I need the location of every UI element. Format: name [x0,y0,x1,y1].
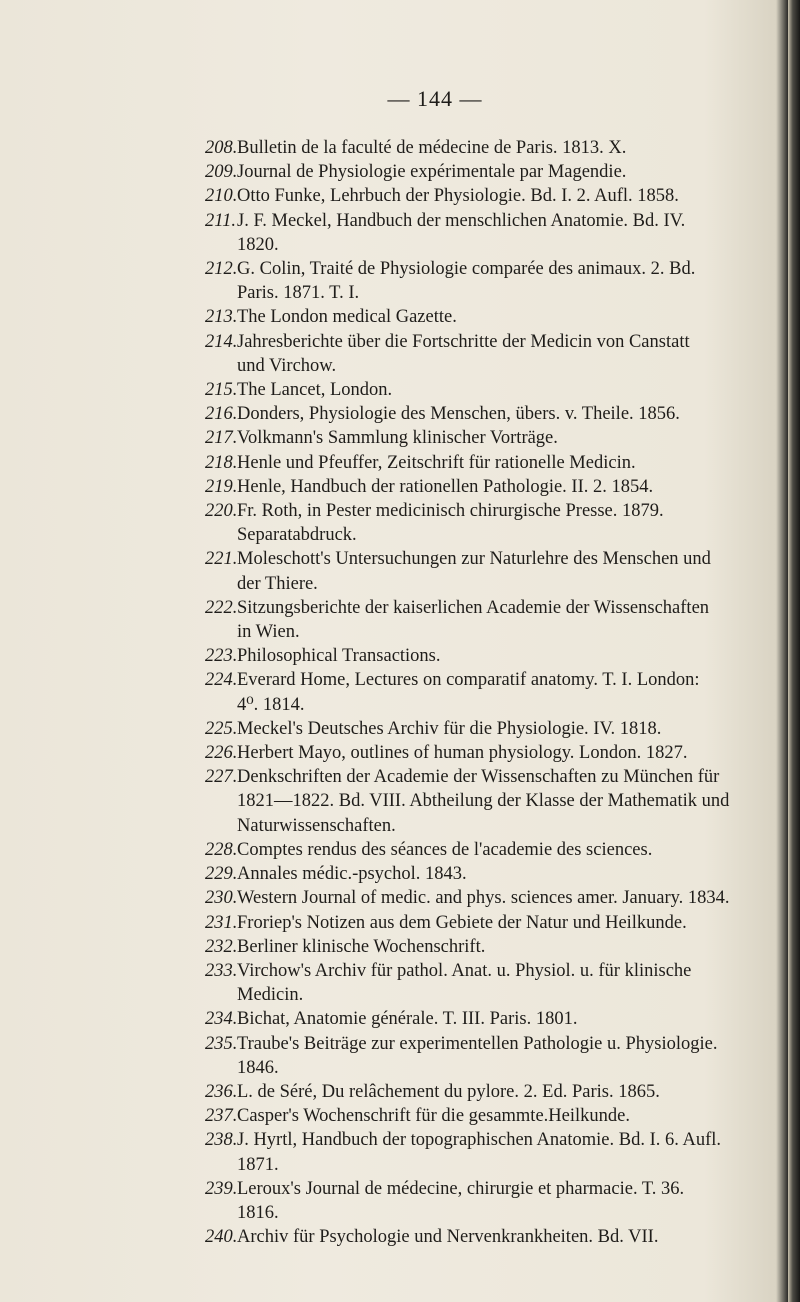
entry-number: 221. [205,549,238,570]
entry-text-line: Journal de Physiologie expérimentale par Magendie. [237,162,627,183]
bibliography-entry [205,1104,775,1128]
entry-text-line: Annales médic.-psychol. 1843. [237,864,467,885]
entry-number: 227. [205,767,238,788]
entry-text-line: Philosophical Transactions. [237,646,441,667]
bibliography-entry [205,184,775,208]
entry-text-line: 1820. [237,234,279,255]
bibliography-entry [205,644,775,668]
entry-text-line: Moleschott's Untersuchungen zur Naturlehre des Menschen und [237,549,711,570]
entry-text-line: Archiv für Psychologie und Nervenkrankheiten. Bd. VII. [237,1227,659,1248]
entry-text-line: 1846. [237,1057,279,1078]
entry-number: 215. [205,380,238,401]
bibliography-list [205,136,775,1249]
entry-text-line: Bulletin de la faculté de médecine de Paris. 1813. X. [237,138,627,158]
bibliography-entry [205,451,775,475]
bibliography-entry [205,1177,775,1225]
bibliography-entry [205,596,775,644]
entry-text-line: Berliner klinische Wochenschrift. [237,936,486,957]
bibliography-entry [205,1128,775,1176]
entry-text-line: Denkschriften der Academie der Wissenschaften zu München für [237,767,720,788]
entry-text-line: Separatabdruck. [237,525,357,546]
bibliography-entry [205,935,775,959]
entry-text-line: Otto Funke, Lehrbuch der Physiologie. Bd. I. 2. Aufl. 1858. [237,186,679,207]
entry-number: 211. [205,210,237,231]
bibliography-entry [205,911,775,935]
bibliography-entry [205,886,775,910]
entry-text-line: 1816. [237,1202,279,1223]
entry-text-line: 1821—1822. Bd. VIII. Abtheilung der Klasse der Mathematik und [237,791,730,812]
entry-text-line: The London medical Gazette. [237,307,457,328]
entry-number: 236. [205,1081,238,1102]
bibliography-entry [205,1080,775,1104]
bibliography-entry [205,209,775,257]
bibliography-entry [205,741,775,765]
entry-number: 237. [205,1106,238,1127]
page-number: — 144 — [387,86,483,111]
bibliography-entry [205,257,775,305]
entry-number: 220. [205,501,238,522]
entry-text-line: und Virchow. [237,355,337,376]
entry-number: 224. [205,670,238,691]
bibliography-entry [205,378,775,402]
entry-number: 214. [205,331,238,352]
entry-number: 212. [205,259,238,280]
entry-number: 208. [205,138,238,158]
bibliography-entry [205,499,775,547]
entry-text-line: Meckel's Deutsches Archiv für die Physiologie. IV. 1818. [237,718,662,739]
bibliography-entry [205,426,775,450]
entry-text-line: Bichat, Anatomie générale. T. III. Paris. 1801. [237,1009,578,1030]
entry-text-line: Naturwissenschaften. [237,815,396,836]
entry-text-line: Comptes rendus des séances de l'academie des sciences. [237,839,653,860]
entry-text-line: Fr. Roth, in Pester medicinisch chirurgische Presse. 1879. [237,501,664,522]
entry-number: 223. [205,646,238,667]
entry-text-line: Volkmann's Sammlung klinischer Vorträge. [237,428,558,449]
bibliography-entry [205,1032,775,1080]
entry-text-line: Donders, Physiologie des Menschen, übers. v. Theile. 1856. [237,404,680,425]
entry-text-line: J. F. Meckel, Handbuch der menschlichen Anatomie. Bd. IV. [237,210,686,231]
entry-number: 229. [205,864,238,885]
entry-text-line: Virchow's Archiv für pathol. Anat. u. Physiol. u. für klinische [237,960,692,981]
bibliography-entry [205,160,775,184]
entry-text-line: Herbert Mayo, outlines of human physiology. London. 1827. [237,743,688,764]
entry-text-line: 4⁰. 1814. [237,694,305,715]
bibliography-entry [205,838,775,862]
bibliography-entry [205,547,775,595]
bibliography-entry [205,765,775,838]
entry-text-line: Henle und Pfeuffer, Zeitschrift für rationelle Medicin. [237,452,636,473]
entry-text-line: The Lancet, London. [237,380,393,401]
bibliography-entry [205,668,775,716]
entry-number: 226. [205,743,238,764]
entry-number: 238. [205,1130,238,1151]
bibliography-entry [205,862,775,886]
entry-number: 209. [205,162,238,183]
entry-number: 218. [205,452,238,473]
page-edge-shadow [788,0,800,1302]
bibliography-entry [205,1225,775,1249]
entry-text-line: Sitzungsberichte der kaiserlichen Academie der Wissenschaften [237,597,710,618]
entry-text-line: Froriep's Notizen aus dem Gebiete der Natur und Heilkunde. [237,912,687,933]
entry-number: 230. [205,888,238,909]
entry-number: 225. [205,718,238,739]
entry-number: 217. [205,428,238,449]
entry-number: 233. [205,960,238,981]
entry-text-line: Medicin. [237,985,304,1006]
entry-text-line: Henle, Handbuch der rationellen Pathologie. II. 2. 1854. [237,476,654,497]
bibliography-entry [205,136,775,160]
bibliography-entry [205,305,775,329]
bibliography-entry [205,959,775,1007]
entry-text-line: 1871. [237,1154,279,1175]
entry-number: 239. [205,1178,238,1199]
entry-text-line: Leroux's Journal de médecine, chirurgie et pharmacie. T. 36. [237,1178,685,1199]
entry-number: 210. [205,186,238,207]
bibliography-entry [205,717,775,741]
bibliography-entry [205,402,775,426]
entry-text-line: Paris. 1871. T. I. [237,283,360,304]
entry-text-line: Everard Home, Lectures on comparatif anatomy. T. I. London: [237,670,700,691]
entry-number: 219. [205,476,238,497]
bibliography-entry [205,330,775,378]
entry-text-line: Casper's Wochenschrift für die gesammte.Heilkunde. [237,1106,630,1127]
entry-text-line: der Thiere. [237,573,318,594]
entry-number: 234. [205,1009,238,1030]
entry-number: 240. [205,1227,238,1248]
entry-number: 213. [205,307,238,328]
entry-text-line: in Wien. [237,622,300,643]
entry-number: 228. [205,839,238,860]
entry-text-line: Western Journal of medic. and phys. sciences amer. January. 1834. [237,888,730,909]
entry-number: 235. [205,1033,238,1054]
bibliography-entry [205,1007,775,1031]
entry-text-line: J. Hyrtl, Handbuch der topographischen Anatomie. Bd. I. 6. Aufl. [237,1130,721,1151]
entry-number: 232. [205,936,238,957]
bibliography-entry [205,475,775,499]
entry-text-line: Traube's Beiträge zur experimentellen Pathologie u. Physiologie. [237,1033,718,1054]
entry-number: 222. [205,597,238,618]
entry-text-line: Jahresberichte über die Fortschritte der Medicin von Canstatt [237,331,690,352]
entry-text-line: G. Colin, Traité de Physiologie comparée des animaux. 2. Bd. [237,259,696,280]
entry-text-line: L. de Séré, Du relâchement du pylore. 2. Ed. Paris. 1865. [237,1081,660,1102]
entry-number: 231. [205,912,238,933]
entry-number: 216. [205,404,238,425]
